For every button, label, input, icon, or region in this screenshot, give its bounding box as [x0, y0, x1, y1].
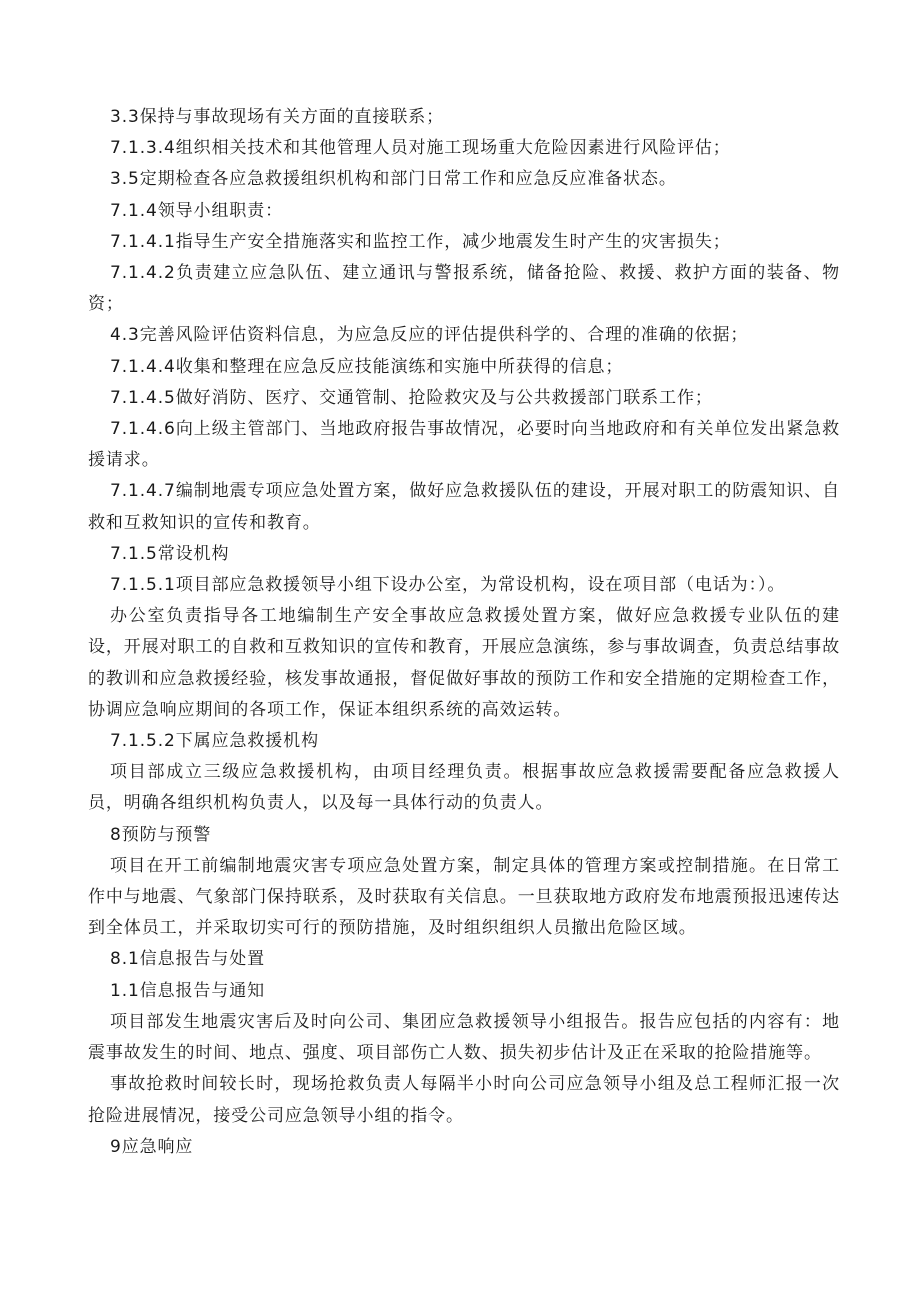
heading-7-1-5-2: 7.1.5.2下属应急救援机构	[110, 731, 319, 752]
document-body	[88, 102, 840, 1163]
paragraph-3-5: 3.5定期检查各应急救援组织机构和部门日常工作和应急反应准备状态。	[110, 169, 677, 190]
paragraph-7-1-4-1: 7.1.4.1指导生产安全措施落实和监控工作，减少地震发生时产生的灾害损失；	[110, 231, 731, 252]
heading-7-1-5: 7.1.5常设机构	[110, 543, 230, 564]
heading-7-1-4: 7.1.4领导小组职责：	[110, 200, 284, 221]
paragraph-report: 项目部发生地震灾害后及时向公司、集团应急救援领导小组报告。报告应包括的内容有：地震事故发生的时间、地点、强度、项目部伤亡人数、损失初步估计及正在采取的抢险措施等。	[88, 1011, 840, 1064]
paragraph-office-duties: 办公室负责指导各工地编制生产安全事故应急救援处置方案，做好应急救援专业队伍的建设，开展对职工的自救和互救知识的宣传和教育，开展应急演练，参与事故调查，负责总结事故的教训和应急救援经验，核发事故通报，督促做好事故的预防工作和安全措施的定期检查工作，协调应急响应期间的各项工作，保证本组织系统的高效运转。	[88, 606, 840, 720]
heading-1-1: 1.1信息报告与通知	[110, 980, 266, 1001]
paragraph-7-1-4-5: 7.1.4.5做好消防、医疗、交通管制、抢险救灾及与公共救援部门联系工作；	[110, 387, 713, 408]
paragraph-4-3: 4.3完善风险评估资料信息，为应急反应的评估提供科学的、合理的准确的依据；	[110, 325, 749, 346]
heading-8: 8预防与预警	[110, 824, 212, 845]
paragraph-7-1-3-4: 7.1.3.4组织相关技术和其他管理人员对施工现场重大危险因素进行风险评估；	[110, 138, 731, 159]
paragraph-7-1-4-6: 7.1.4.6向上级主管部门、当地政府报告事故情况，必要时向当地政府和有关单位发出紧急救援请求。	[88, 419, 840, 471]
paragraph-long-rescue: 事故抢救时间较长时，现场抢救负责人每隔半小时向公司应急领导小组及总工程师汇报一次抢险进展情况，接受公司应急领导小组的指令。	[88, 1074, 840, 1126]
paragraph-prevention: 项目在开工前编制地震灾害专项应急处置方案，制定具体的管理方案或控制措施。在日常工作中与地震、气象部门保持联系，及时获取有关信息。一旦获取地方政府发布地震预报迅速传达到全体员工，并采取切实可行的预防措施，及时组织组织人员撤出危险区域。	[88, 855, 840, 939]
heading-9: 9应急响应	[110, 1136, 194, 1157]
paragraph-3-3: 3.3保持与事故现场有关方面的直接联系；	[110, 107, 445, 127]
paragraph-three-level-agency: 项目部成立三级应急救援机构，由项目经理负责。根据事故应急救援需要配备应急救援人员，明确各组织机构负责人，以及每一具体行动的负责人。	[88, 762, 840, 814]
paragraph-7-1-5-1: 7.1.5.1项目部应急救援领导小组下设办公室，为常设机构，设在项目部（电话为：）。	[110, 575, 786, 596]
paragraph-7-1-4-4: 7.1.4.4收集和整理在应急反应技能演练和实施中所获得的信息；	[110, 356, 624, 377]
paragraph-7-1-4-7: 7.1.4.7编制地震专项应急处置方案，做好应急救援队伍的建设，开展对职工的防震知识、自救和互救知识的宣传和教育。	[88, 481, 840, 533]
heading-8-1: 8.1信息报告与处置	[110, 949, 266, 970]
paragraph-7-1-4-2: 7.1.4.2负责建立应急队伍、建立通讯与警报系统，储备抢险、救援、救护方面的装备、物资；	[88, 263, 840, 315]
